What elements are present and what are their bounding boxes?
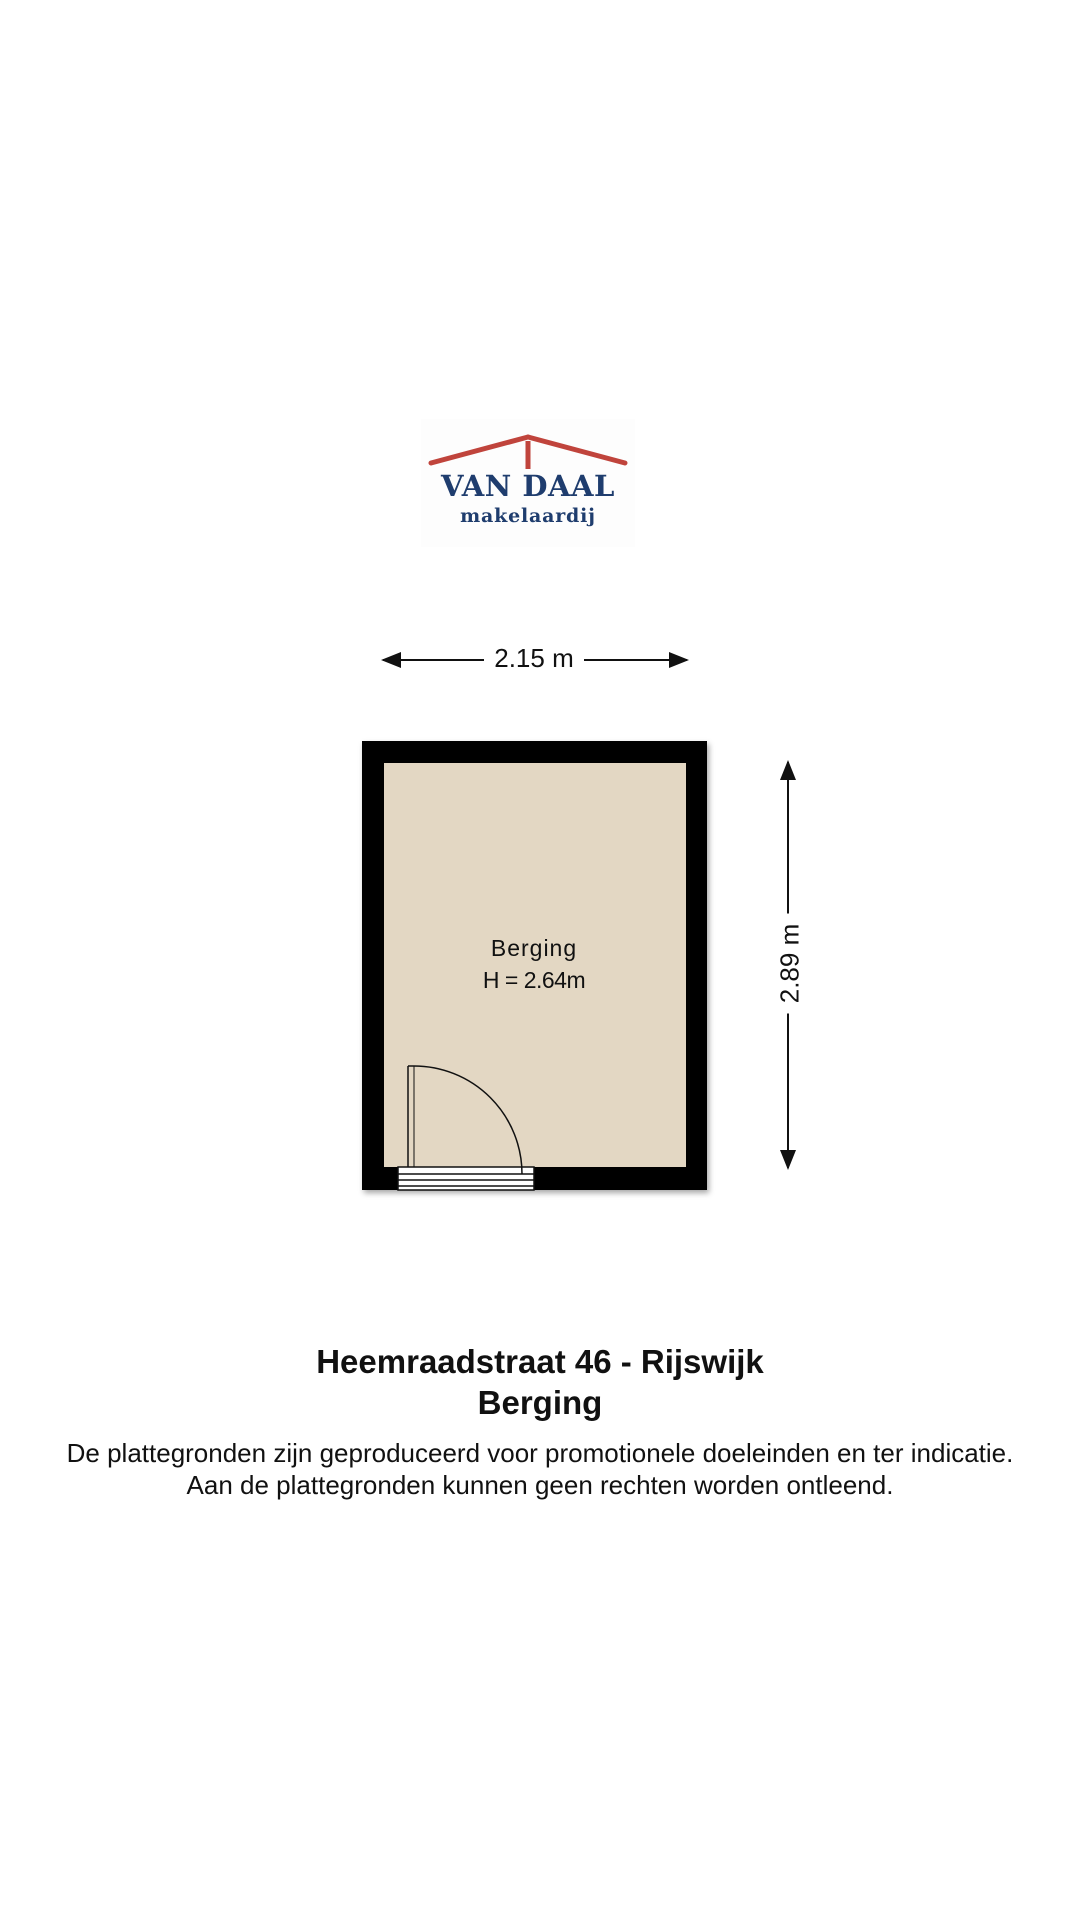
room-floor — [384, 763, 686, 1167]
property-address: Heemraadstraat 46 - Rijswijk — [316, 1343, 764, 1380]
disclaimer-line-1: De plattegronden zijn geproduceerd voor promotionele doeleinden en ter indicatie. — [66, 1438, 1014, 1468]
width-dimension-label: 2.15 m — [484, 643, 584, 674]
disclaimer-line-2: Aan de plattegronden kunnen geen rechten worden ontleend. — [186, 1470, 894, 1500]
logo-name: VAN DAAL — [441, 469, 615, 503]
floor-title: Berging — [477, 1384, 603, 1421]
logo-subtitle: makelaardij — [460, 505, 596, 527]
height-dimension-label: 2.89 m — [775, 914, 806, 1014]
room-ceiling-height: H = 2.64m — [482, 967, 586, 993]
room-label: Berging — [490, 935, 578, 961]
door-threshold — [398, 1167, 534, 1190]
